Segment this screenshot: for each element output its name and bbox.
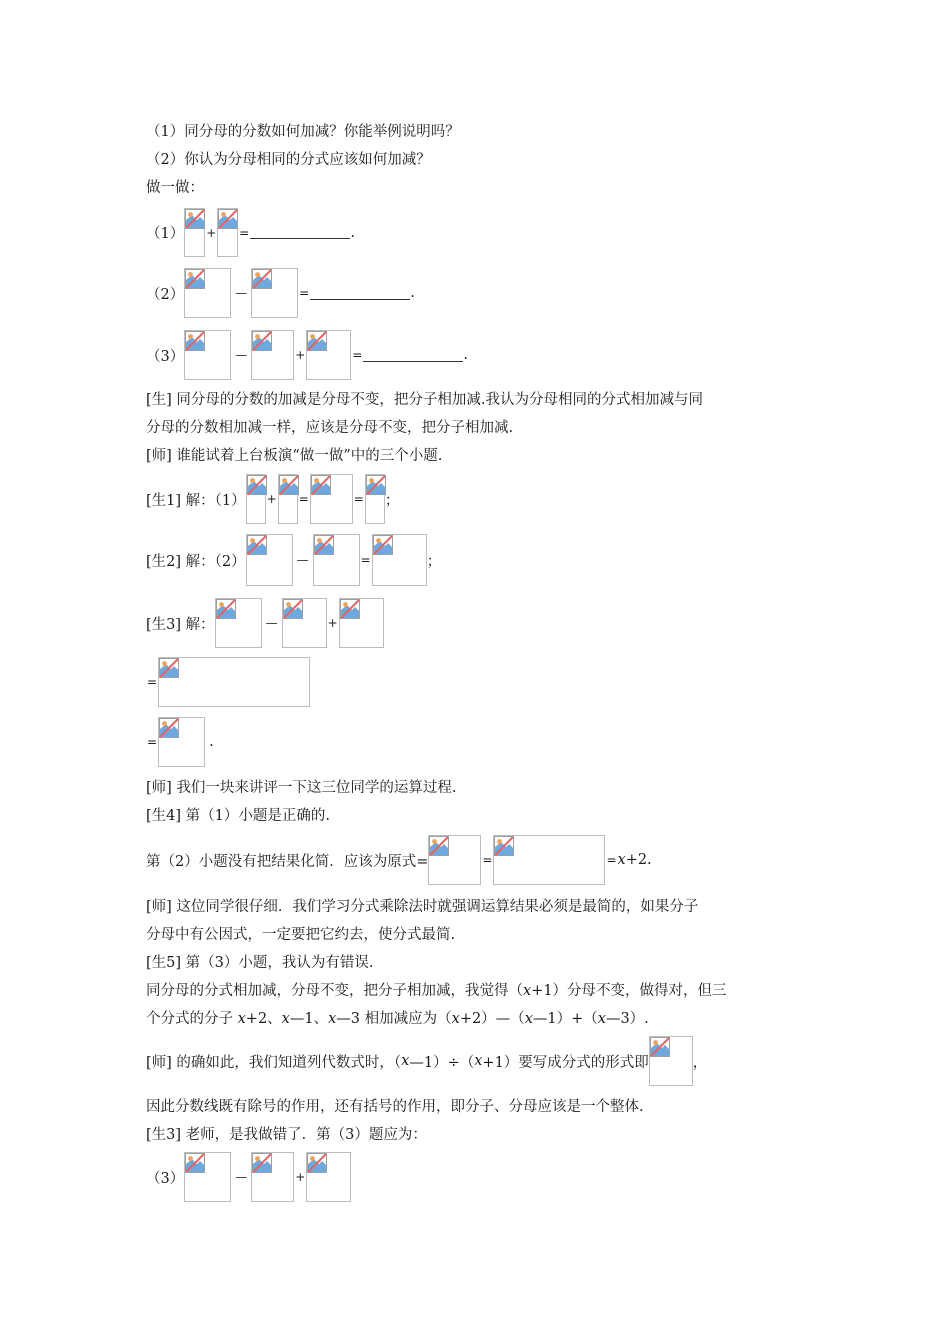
fraction-image <box>184 1152 231 1202</box>
text: +2、 <box>245 1011 282 1027</box>
student-3-corrected <box>146 1152 351 1202</box>
variable-x: x <box>523 983 532 999</box>
fraction-image <box>339 598 384 648</box>
equals-sign: = <box>299 286 310 300</box>
teacher-line-4b: 因此分数线既有除号的作用，还有括号的作用，即分子、分母应该是一个整体. <box>146 1099 644 1115</box>
teacher-line-4 <box>146 1036 707 1086</box>
student-reply-line-1: [生] 同分母的分数的加减是分母不变，把分子相加减.我认为分母相同的分式相加减与同 <box>146 392 704 408</box>
minus-sign: — <box>235 1170 248 1184</box>
text: [师] 的确如此，我们知道列代数式时，（ <box>146 1054 402 1071</box>
comma: ， <box>692 1054 708 1071</box>
text: 同分母的分式相加减，分母不变，把分子相加减，我觉得（ <box>146 983 523 999</box>
period: . <box>350 224 355 241</box>
fraction-image <box>649 1036 693 1086</box>
teacher-line-3b: 分母中有公因式，一定要把它约去，使分式最简. <box>146 927 456 943</box>
text: —1）+（ <box>532 1011 598 1027</box>
text: —3）. <box>605 1011 649 1027</box>
broken-image-icon <box>340 599 360 619</box>
broken-image-icon <box>252 331 272 351</box>
exercise-2 <box>146 268 415 318</box>
exercise-1 <box>146 208 355 257</box>
broken-image-icon <box>185 1153 205 1173</box>
teacher-line-3a: [师] 这位同学很仔细．我们学习分式乘除法时就强调运算结果必须是最简的，如果分子 <box>146 899 699 915</box>
exercise-label: （3） <box>146 1170 185 1187</box>
student-3-step-2 <box>146 717 214 767</box>
equals-sign: = <box>606 853 617 867</box>
plus-sign: + <box>295 348 306 362</box>
broken-image-icon <box>247 475 267 495</box>
student-5-explanation-1 <box>146 981 727 1001</box>
equals-sign: = <box>239 225 250 240</box>
fraction-image <box>306 330 351 380</box>
exercise-label: （3） <box>146 348 185 365</box>
plus-sign: + <box>327 616 338 630</box>
teacher-line-2: [师] 我们一块来讲评一下这三位同学的运算过程. <box>146 780 457 796</box>
broken-image-icon <box>185 331 205 351</box>
variable-x: x <box>617 852 626 868</box>
fraction-image <box>215 598 262 648</box>
fraction-image <box>184 208 205 257</box>
student-3-step-1 <box>146 657 310 707</box>
broken-image-icon <box>159 658 179 678</box>
fraction-image <box>310 474 353 524</box>
fraction-image <box>278 474 298 524</box>
student-3-solution <box>146 598 384 648</box>
fraction-image <box>158 657 310 707</box>
fraction-image <box>251 268 298 318</box>
variable-x: x <box>474 1053 483 1069</box>
equals-sign: = <box>298 492 309 506</box>
solution-label: [生1] 解：（1） <box>146 492 246 509</box>
fraction-image <box>184 268 231 318</box>
broken-image-icon <box>311 475 331 495</box>
q2-correction <box>146 835 652 885</box>
broken-image-icon <box>429 836 449 856</box>
fraction-image <box>493 835 605 885</box>
text: 个分式的分子 <box>146 1011 238 1027</box>
exercise-3 <box>146 330 468 380</box>
fraction-image <box>217 208 238 257</box>
fraction-image <box>158 717 205 767</box>
period: . <box>209 734 214 750</box>
broken-image-icon <box>247 535 267 555</box>
fraction-image <box>313 534 360 586</box>
question-2: （2）你认为分母相同的分式应该如何加减？ <box>146 152 431 168</box>
broken-image-icon <box>216 599 236 619</box>
fraction-image <box>365 474 385 524</box>
minus-sign: — <box>235 348 248 362</box>
broken-image-icon <box>279 475 299 495</box>
fraction-image <box>372 534 427 586</box>
variable-x: x <box>281 1011 290 1027</box>
plus-sign: + <box>266 492 277 506</box>
equals-sign: = <box>147 675 158 689</box>
answer-blank <box>363 349 463 362</box>
variable-x: x <box>597 1011 606 1027</box>
semicolon: ； <box>384 492 400 509</box>
broken-image-icon <box>283 599 303 619</box>
broken-image-icon <box>307 331 327 351</box>
variable-x: x <box>237 1011 246 1027</box>
variable-x: x <box>451 1011 460 1027</box>
period: . <box>463 347 468 363</box>
minus-sign: — <box>265 616 278 630</box>
variable-x: x <box>401 1053 410 1069</box>
solution-label: [生2] 解：（2） <box>146 553 246 570</box>
broken-image-icon <box>366 475 386 495</box>
broken-image-icon <box>185 209 205 229</box>
equals-sign: = <box>360 553 371 567</box>
answer-blank <box>310 287 410 300</box>
fraction-image <box>282 598 327 648</box>
student-5-line: [生5] 第（3）小题，我认为有错误. <box>146 955 374 971</box>
text: +1）分母不变，做得对，但三 <box>531 983 727 999</box>
variable-x: x <box>328 1011 337 1027</box>
student-1-solution <box>146 474 399 524</box>
fraction-image <box>251 1152 294 1202</box>
exercise-label: （1） <box>146 226 185 242</box>
student-4-line: [生4] 第（1）小题是正确的. <box>146 808 330 824</box>
equals-sign: = <box>353 492 364 506</box>
correction-result: +2. <box>625 852 652 868</box>
try-heading: 做一做： <box>146 180 204 196</box>
text: —1、 <box>289 1011 329 1027</box>
solution-label: [生3] 解： <box>146 616 215 633</box>
question-1: （1）同分母的分数如何加减？你能举例说明吗？ <box>146 124 460 140</box>
broken-image-icon <box>307 1153 327 1173</box>
broken-image-icon <box>373 535 393 555</box>
broken-image-icon <box>185 269 205 289</box>
student-2-solution <box>146 534 441 586</box>
text: —3 相加减应为（ <box>336 1011 452 1027</box>
broken-image-icon <box>650 1037 670 1057</box>
plus-sign: + <box>295 1170 306 1184</box>
answer-blank <box>250 226 350 239</box>
broken-image-icon <box>252 269 272 289</box>
exercise-label: （2） <box>146 286 185 303</box>
text: —1）÷（ <box>409 1054 475 1071</box>
minus-sign: — <box>296 553 309 567</box>
fraction-image <box>246 534 293 586</box>
fraction-image <box>306 1152 351 1202</box>
fraction-image <box>246 474 266 524</box>
period: . <box>410 285 415 301</box>
text: +1）要写成分式的形式即 <box>482 1054 649 1071</box>
student-5-explanation-2 <box>146 1009 649 1029</box>
variable-x: x <box>524 1011 533 1027</box>
plus-sign: + <box>206 225 217 240</box>
student-reply-line-2: 分母的分数相加减一样，应该是分母不变，把分子相加减. <box>146 420 514 436</box>
correction-text: 第（2）小题没有把结果化简．应该为原式= <box>146 853 429 870</box>
equals-sign: = <box>482 853 493 867</box>
fraction-image <box>184 330 231 380</box>
text: +2）—（ <box>459 1011 525 1027</box>
equals-sign: = <box>352 348 363 362</box>
equals-sign: = <box>147 735 158 749</box>
fraction-image <box>251 330 294 380</box>
fraction-image <box>428 835 481 885</box>
broken-image-icon <box>218 209 238 229</box>
broken-image-icon <box>314 535 334 555</box>
minus-sign: — <box>235 286 248 300</box>
teacher-line-1: [师] 谁能试着上台板演“做一做”中的三个小题. <box>146 448 443 464</box>
broken-image-icon <box>159 718 179 738</box>
student-3-admission: [生3] 老师，是我做错了．第（3）题应为： <box>146 1127 427 1143</box>
broken-image-icon <box>252 1153 272 1173</box>
semicolon: ； <box>426 553 442 570</box>
broken-image-icon <box>494 836 514 856</box>
